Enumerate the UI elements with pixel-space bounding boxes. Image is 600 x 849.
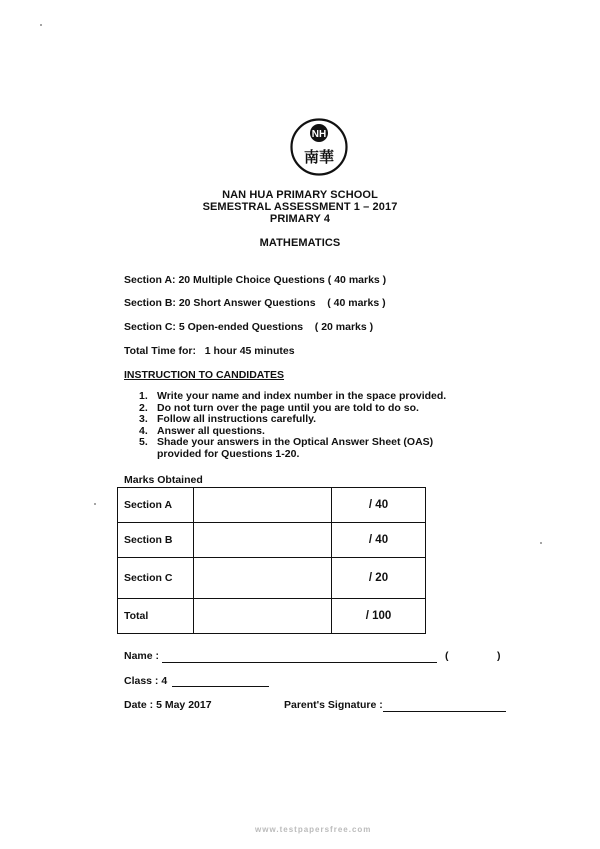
school-crest-icon	[289, 117, 349, 177]
index-close-paren: )	[497, 650, 501, 662]
marks-obtained-label: Marks Obtained	[124, 474, 203, 486]
section-cell: Section A	[118, 488, 194, 523]
subject-title: MATHEMATICS	[259, 237, 341, 249]
section-b-info: Section B: 20 Short Answer Questions ( 40 marks )	[124, 297, 386, 309]
school-logo	[289, 117, 349, 177]
section-cell: Section C	[118, 558, 194, 599]
name-field[interactable]	[162, 662, 437, 663]
school-name: NAN HUA PRIMARY SCHOOL	[222, 189, 378, 201]
max-marks-cell: / 40	[332, 523, 426, 558]
table-row	[118, 599, 426, 634]
max-marks-cell: / 100	[332, 599, 426, 634]
instructions-list	[139, 391, 477, 460]
section-a-info: Section A: 20 Multiple Choice Questions ( 40 marks )	[124, 274, 387, 286]
score-cell[interactable]	[194, 488, 332, 523]
max-marks-cell: / 40	[332, 488, 426, 523]
assessment-title: SEMESTRAL ASSESSMENT 1 – 2017	[202, 201, 398, 213]
class-label: Class : 4	[124, 675, 168, 687]
list-item: 3. Follow all instructions carefully.	[139, 413, 317, 425]
scan-speck	[540, 542, 542, 544]
svg-text:南華: 南華	[303, 148, 335, 166]
svg-text:NH: NH	[311, 129, 327, 140]
index-open-paren: (	[445, 650, 449, 662]
list-item: 1. Write your name and index number in the space provided.	[139, 390, 447, 402]
footer-watermark: www.testpapersfree.com	[255, 825, 372, 834]
list-item: 2. Do not turn over the page until you are told to do so.	[139, 401, 419, 414]
total-time-info: Total Time for: 1 hour 45 minutes	[124, 345, 295, 357]
parent-signature-field[interactable]	[383, 711, 506, 712]
section-cell: Total	[118, 599, 194, 634]
class-field[interactable]	[172, 686, 269, 687]
section-cell: Section B	[118, 523, 194, 558]
marks-table	[117, 487, 426, 634]
instructions-title: INSTRUCTION TO CANDIDATES	[124, 369, 285, 381]
scan-speck	[40, 24, 42, 26]
max-marks-cell: / 20	[332, 558, 426, 599]
level-title: PRIMARY 4	[269, 213, 331, 225]
parent-signature-label: Parent's Signature :	[284, 699, 383, 711]
score-cell[interactable]	[194, 599, 332, 634]
list-item: 4. Answer all questions.	[139, 424, 265, 437]
table-row	[118, 558, 426, 599]
list-item: 5. Shade your answers in the Optical Answer Sheet (OAS) provided for Questions 1-20.	[139, 436, 434, 460]
scan-speck	[94, 503, 96, 505]
table-row	[118, 523, 426, 558]
date-label: Date : 5 May 2017	[124, 699, 212, 711]
score-cell[interactable]	[194, 558, 332, 599]
section-c-info: Section C: 5 Open-ended Questions ( 20 marks )	[124, 321, 374, 333]
score-cell[interactable]	[194, 523, 332, 558]
table-row	[118, 488, 426, 523]
name-label: Name :	[124, 650, 160, 662]
